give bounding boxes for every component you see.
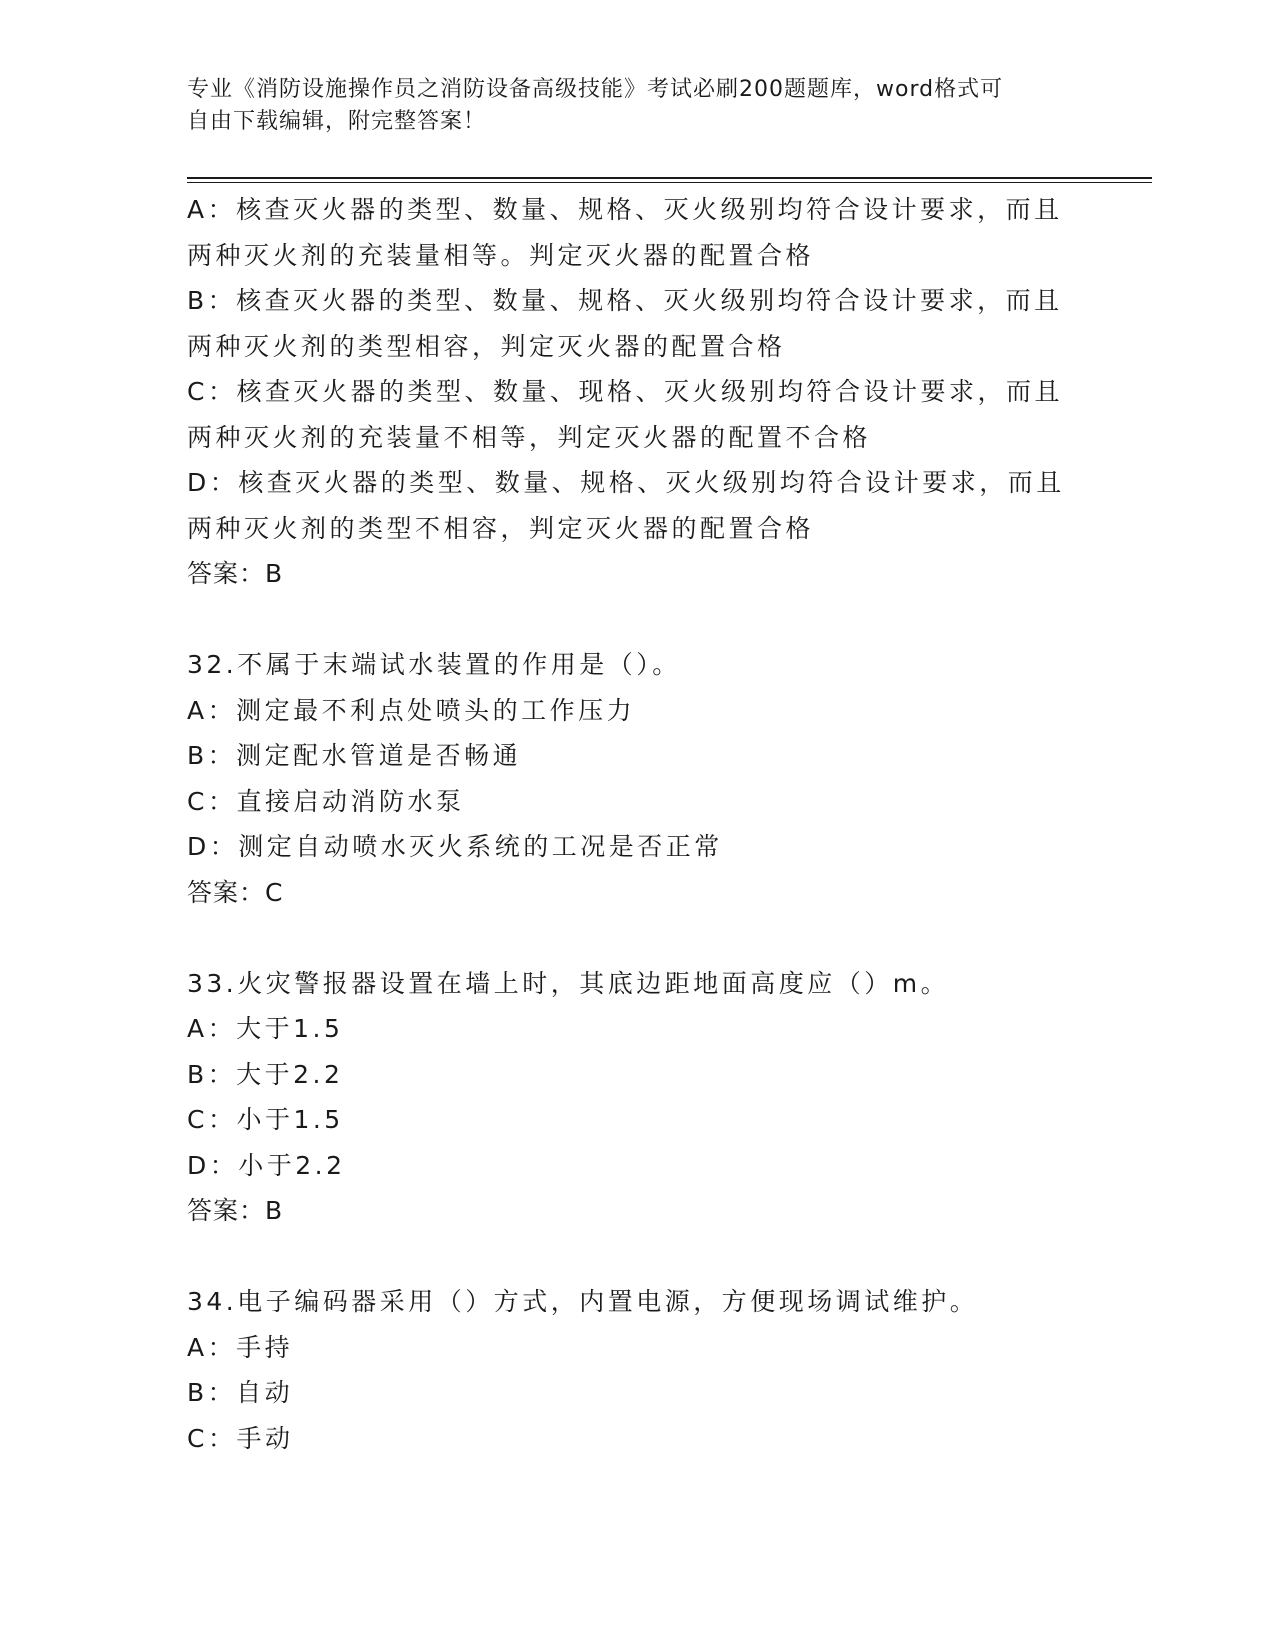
q34-option-c: C：手动 (187, 1423, 294, 1453)
question-34-block (187, 1279, 1087, 1461)
spacer (187, 1234, 1087, 1280)
q31-option-b-line-2: 两种灭火剂的类型相容，判定灭火器的配置合格 (187, 331, 786, 361)
q33-option-b: B：大于2.2 (187, 1059, 344, 1089)
header-line-1: 专业《消防设施操作员之消防设备高级技能》考试必刷200题题库，word格式可 (187, 77, 1004, 102)
question-list (187, 187, 1087, 1461)
question-32-block (187, 642, 1087, 915)
q31-option-b-line-1: B：核查灭火器的类型、数量、规格、灭火级别均符合设计要求，而且 (187, 286, 1063, 315)
q33-option-d: D：小于2.2 (187, 1150, 346, 1180)
q32-answer: 答案：C (187, 877, 284, 907)
q31-option-a-line-1: A：核查灭火器的类型、数量、规格、灭火级别均符合设计要求，而且 (187, 195, 1063, 224)
q32-option-c: C：直接启动消防水泵 (187, 786, 465, 816)
q33-option-c: C：小于1.5 (187, 1105, 344, 1134)
q33-question: 33.火灾警报器设置在墙上时，其底边距地面高度应（）m。 (187, 968, 950, 998)
q31-option-d-line-1: D：核查灭火器的类型、数量、规格、灭火级别均符合设计要求，而且 (187, 468, 1065, 497)
q31-answer: 答案：B (187, 559, 284, 588)
q34-option-b: B：自动 (187, 1378, 294, 1407)
header-divider-thick (187, 177, 1152, 179)
q32-option-d: D：测定自动喷水灭火系统的工况是否正常 (187, 832, 723, 861)
q34-question: 34.电子编码器采用（）方式，内置电源，方便现场调试维护。 (187, 1287, 979, 1316)
q31-option-c-line-1: C：核查灭火器的类型、数量、现格、灭火级别均符合设计要求，而且 (187, 377, 1063, 406)
q31-option-a-line-2: 两种灭火剂的充装量相等。判定灭火器的配置合格 (187, 240, 815, 270)
q33-option-a: A：大于1.5 (187, 1014, 344, 1043)
spacer (187, 597, 1087, 643)
q34-option-a: A：手持 (187, 1332, 294, 1362)
q32-question: 32.不属于末端试水装置的作用是（）。 (187, 650, 681, 679)
q32-option-a: A：测定最不利点处喷头的工作压力 (187, 695, 636, 725)
header-divider-thin (187, 182, 1152, 183)
q31-option-d-line-2: 两种灭火剂的类型不相容，判定灭火器的配置合格 (187, 513, 815, 543)
spacer (187, 915, 1087, 961)
question-31-block (187, 187, 1087, 597)
question-33-block (187, 961, 1087, 1234)
document-header (187, 74, 1067, 138)
q32-option-b: B：测定配水管道是否畅通 (187, 741, 522, 770)
header-line-2: 自由下载编辑，附完整答案！ (187, 109, 487, 134)
q33-answer: 答案：B (187, 1196, 284, 1225)
q31-option-c-line-2: 两种灭火剂的充装量不相等，判定灭火器的配置不合格 (187, 422, 872, 452)
